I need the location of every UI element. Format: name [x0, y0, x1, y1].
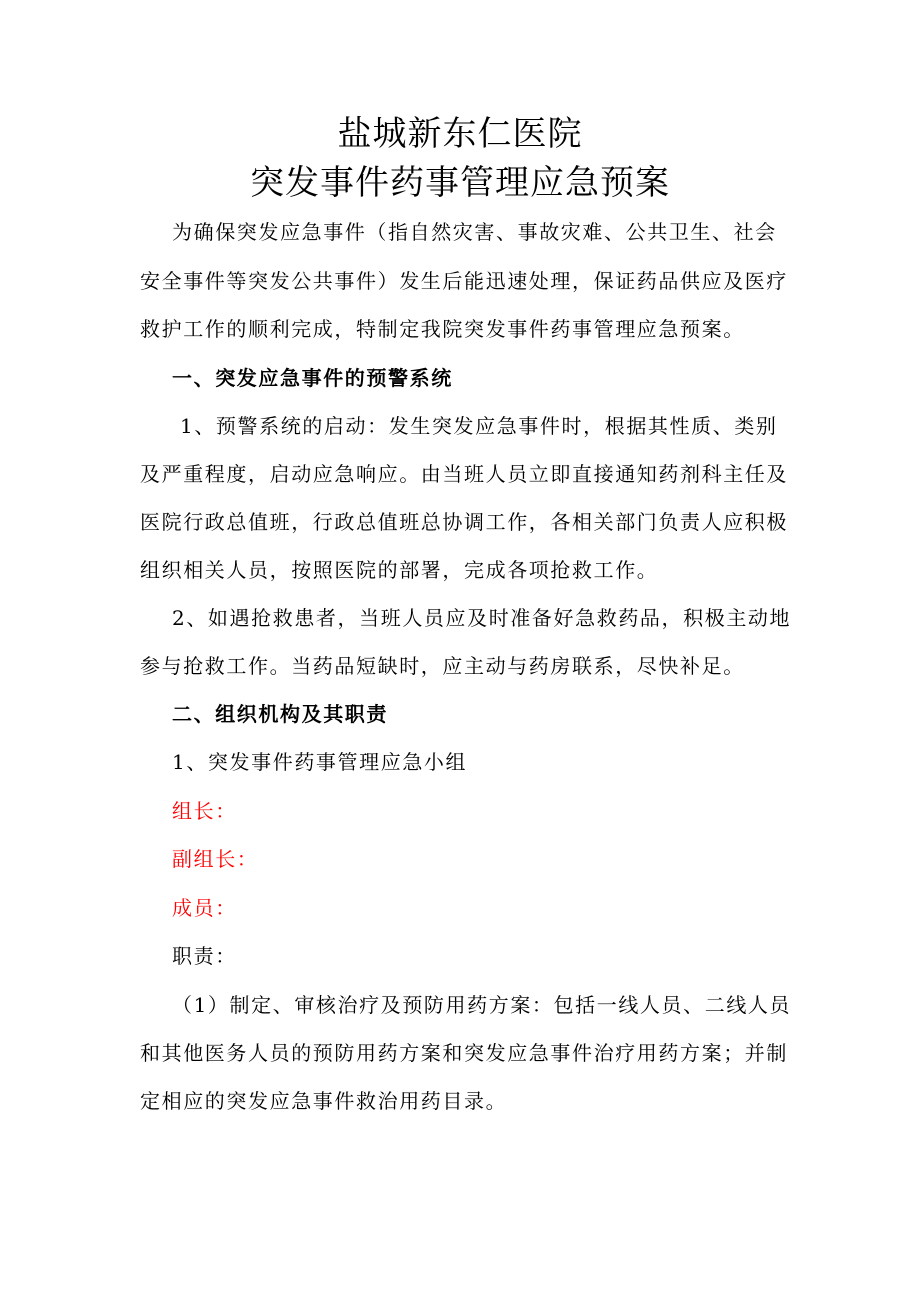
section1-item2-line-1: 2、如遇抢救患者，当班人员应及时准备好急救药品，积极主动地 — [172, 606, 792, 630]
section1-heading: 一、突发应急事件的预警系统 — [172, 366, 453, 390]
section1-item1-line-2: 及严重程度，启动应急响应。由当班人员立即直接通知药剂科主任及 — [140, 462, 788, 486]
duty1-line-3: 定相应的突发应急事件救治用药目录。 — [140, 1089, 508, 1113]
section2-subheading: 1、突发事件药事管理应急小组 — [172, 750, 468, 774]
leader-label: 组长： — [172, 799, 237, 823]
section1-item2-line-2: 参与抢救工作。当药品短缺时，应主动与药房联系，尽快补足。 — [140, 654, 745, 678]
intro-line-2: 安全事件等突发公共事件）发生后能迅速处理，保证药品供应及医疗 — [140, 269, 788, 293]
plan-title: 突发事件药事管理应急预案 — [250, 163, 670, 203]
members-label: 成员： — [172, 896, 237, 920]
section2-heading: 二、组织机构及其职责 — [172, 702, 388, 726]
intro-line-3: 救护工作的顺利完成，特制定我院突发事件药事管理应急预案。 — [140, 317, 745, 341]
hospital-name-title: 盐城新东仁医院 — [337, 114, 583, 154]
duty1-line-1: （1）制定、审核治疗及预防用药方案：包括一线人员、二线人员 — [172, 993, 792, 1017]
deputy-leader-label: 副组长： — [172, 847, 259, 871]
duty1-line-2: 和其他医务人员的预防用药方案和突发应急事件治疗用药方案；并制 — [140, 1041, 788, 1065]
section1-item1-line-3: 医院行政总值班，行政总值班总协调工作，各相关部门负责人应积极 — [140, 510, 788, 534]
duties-label: 职责： — [172, 944, 237, 968]
section1-item1-line-1: 1、预警系统的启动：发生突发应急事件时，根据其性质、类别 — [180, 414, 778, 438]
section1-item1-line-4: 组织相关人员，按照医院的部署，完成各项抢救工作。 — [140, 558, 659, 582]
intro-line-1: 为确保突发应急事件（指自然灾害、事故灾难、公共卫生、社会 — [172, 220, 777, 244]
